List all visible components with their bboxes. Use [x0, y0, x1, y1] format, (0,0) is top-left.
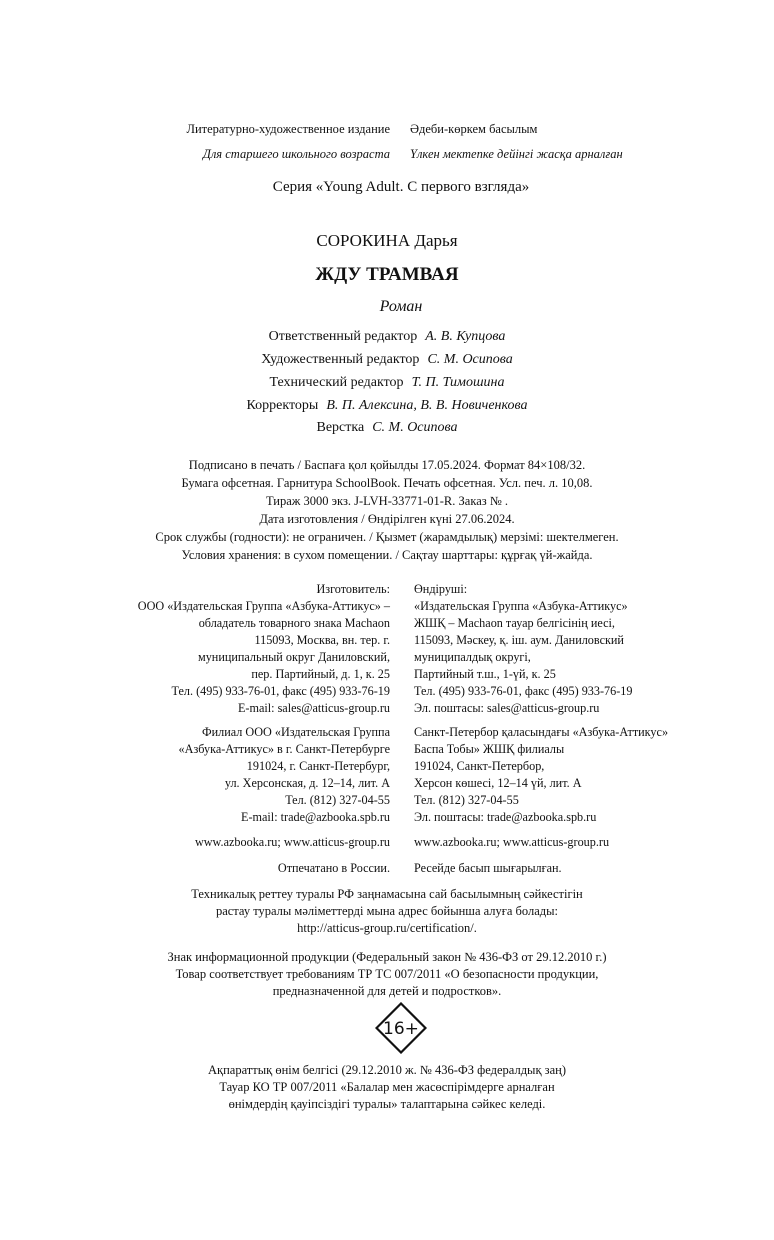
book-title: ЖДУ ТРАМВАЯ [315, 264, 459, 285]
imprint-line: Дата изготовления / Өндірілген күні 27.06.2024. [259, 512, 515, 526]
manufacturer-kz-line: Эл. поштасы: sales@atticus-group.ru [414, 701, 600, 715]
branch-ru-line: E-mail: trade@azbooka.spb.ru [241, 810, 390, 824]
info-mark-ru-line: предназначенной для детей и подростков». [272, 984, 502, 998]
info-mark-ru-line: Товар соответствует требованиям ТР ТС 007/2011 «О безопасности продукции, [175, 967, 599, 981]
info-mark-kz-line: Ақпараттық өнім белгісі (29.12.2010 ж. № 436-ФЗ федералдық заң) [208, 1063, 566, 1077]
manufacturer-ru-line: ООО «Издательская Группа «Азбука-Аттикус» – [137, 599, 390, 613]
certification-line: растау туралы мәліметтерді мына адрес бойынша алуға болады: [215, 904, 559, 918]
websites-ru [195, 834, 390, 851]
credit-name: В. П. Алексина, В. В. Новиченкова [326, 398, 528, 413]
genre: Роман [379, 298, 423, 315]
branch-kz [414, 724, 668, 826]
credit-name: С. М. Осипова [372, 420, 458, 435]
websites-kz-line: www.azbooka.ru; www.atticus-group.ru [414, 835, 610, 849]
manufacturer-kz-line: Тел. (495) 933-76-01, факс (495) 933-76-19 [414, 684, 633, 698]
branch-kz-line: 191024, Санкт-Петербор, [414, 759, 545, 773]
info-mark-ru-line: Знак информационной продукции (Федеральный закон № 436-ФЗ от 29.12.2010 г.) [167, 950, 607, 964]
edition-kz: Әдеби-көркем басылым [410, 122, 538, 136]
credit-row [0, 398, 774, 414]
audience-kz: Үлкен мектепке дейінгі жасқа арналған [410, 147, 623, 161]
manufacturer-ru-line: Изготовитель: [316, 582, 390, 596]
branch-ru-line: Филиал ООО «Издательская Группа [202, 725, 390, 739]
manufacturer-ru-line: 115093, Москва, вн. тер. г. [254, 633, 390, 647]
manufacturer-kz-line: Партийный т.ш., 1-үй, к. 25 [414, 667, 556, 681]
certification-line: Техникалық реттеу туралы РФ заңнамасына сай басылымның сәйкестігін [191, 887, 583, 901]
branch-kz-line: Эл. поштасы: trade@azbooka.spb.ru [414, 810, 597, 824]
info-mark-kz-line: өнімдердің қауіпсіздігі туралы» талаптарына сәйкес келеді. [228, 1097, 546, 1111]
manufacturer-kz-line: Өндіруші: [414, 582, 468, 596]
credit-role: Технический редактор [269, 375, 404, 390]
age-rating-badge [375, 1002, 427, 1054]
manufacturer-kz-line: 115093, Мәскеу, қ. іш. аум. Даниловский [414, 633, 624, 647]
credit-row [0, 352, 774, 368]
manufacturer-ru-line: Тел. (495) 933-76-01, факс (495) 933-76-19 [171, 684, 390, 698]
credit-row [0, 329, 774, 345]
printed-ru [278, 860, 390, 877]
certification-line: http://atticus-group.ru/certification/. [297, 921, 477, 935]
info-mark-kz-line: Тауар КО ТР 007/2011 «Балалар мен жасөспірімдерге арналған [219, 1080, 555, 1094]
printed-ru-line: Отпечатано в России. [277, 861, 390, 875]
credit-role: Верстка [316, 420, 365, 435]
imprint-line: Подписано в печать / Баспаға қол қойылды 17.05.2024. Формат 84×108/32. [188, 458, 586, 472]
branch-ru-line: ул. Херсонская, д. 12–14, лит. А [224, 776, 390, 790]
imprint-line: Условия хранения: в сухом помещении. / Сақтау шарттары: құрғақ үй-жайда. [181, 548, 593, 562]
branch-ru [179, 724, 390, 826]
branch-ru-line: Тел. (812) 327-04-55 [285, 793, 390, 807]
printed-kz [414, 860, 562, 877]
author: СОРОКИНА Дарья [316, 231, 458, 250]
credit-role: Ответственный редактор [268, 329, 418, 344]
age-rating-diamond-icon [375, 1002, 427, 1054]
manufacturer-ru [138, 581, 390, 717]
audience-ru: Для старшего школьного возраста [202, 147, 390, 161]
branch-ru-line: 191024, г. Санкт-Петербург, [246, 759, 390, 773]
credit-name: С. М. Осипова [427, 352, 513, 367]
manufacturer-kz-line: муниципалдық округі, [414, 650, 531, 664]
manufacturer-kz [414, 581, 632, 717]
branch-kz-line: Санкт-Петербор қаласындағы «Азбука-Аттикус» [414, 725, 669, 739]
credit-row [0, 375, 774, 391]
age-rating-text: 16+ [383, 1019, 419, 1039]
imprint-line: Срок службы (годности): не ограничен. / Қызмет (жарамдылық) мерзімі: шектелмеген. [155, 530, 619, 544]
edition-ru: Литературно-художественное издание [186, 122, 390, 136]
manufacturer-ru-line: муниципальный округ Даниловский, [198, 650, 390, 664]
websites-ru-line: www.azbooka.ru; www.atticus-group.ru [194, 835, 390, 849]
series: Серия «Young Adult. С первого взгляда» [272, 179, 530, 195]
credit-name: Т. П. Тимошина [411, 375, 505, 390]
credit-row [0, 420, 774, 436]
credit-role: Художественный редактор [261, 352, 420, 367]
imprint-line: Тираж 3000 экз. J-LVH-33771-01-R. Заказ № . [265, 494, 509, 508]
manufacturer-ru-line: пер. Партийный, д. 1, к. 25 [251, 667, 390, 681]
printed-kz-line: Ресейде басып шығарылған. [414, 861, 562, 875]
manufacturer-ru-line: E-mail: sales@atticus-group.ru [237, 701, 390, 715]
branch-kz-line: Баспа Тобы» ЖШҚ филиалы [414, 742, 565, 756]
branch-ru-line: «Азбука-Аттикус» в г. Санкт-Петербурге [178, 742, 390, 756]
branch-kz-line: Херсон көшесі, 12–14 үй, лит. А [414, 776, 582, 790]
branch-kz-line: Тел. (812) 327-04-55 [414, 793, 519, 807]
imprint-line: Бумага офсетная. Гарнитура SchoolBook. Печать офсетная. Усл. печ. л. 10,08. [181, 476, 593, 490]
manufacturer-kz-line: ЖШҚ – Machaon тауар белгісінің иесі, [414, 616, 615, 630]
websites-kz [414, 834, 609, 851]
credit-name: А. В. Купцова [425, 329, 506, 344]
manufacturer-ru-line: обладатель товарного знака Machaon [198, 616, 390, 630]
manufacturer-kz-line: «Издательская Группа «Азбука-Аттикус» [414, 599, 628, 613]
credit-role: Корректоры [246, 398, 319, 413]
